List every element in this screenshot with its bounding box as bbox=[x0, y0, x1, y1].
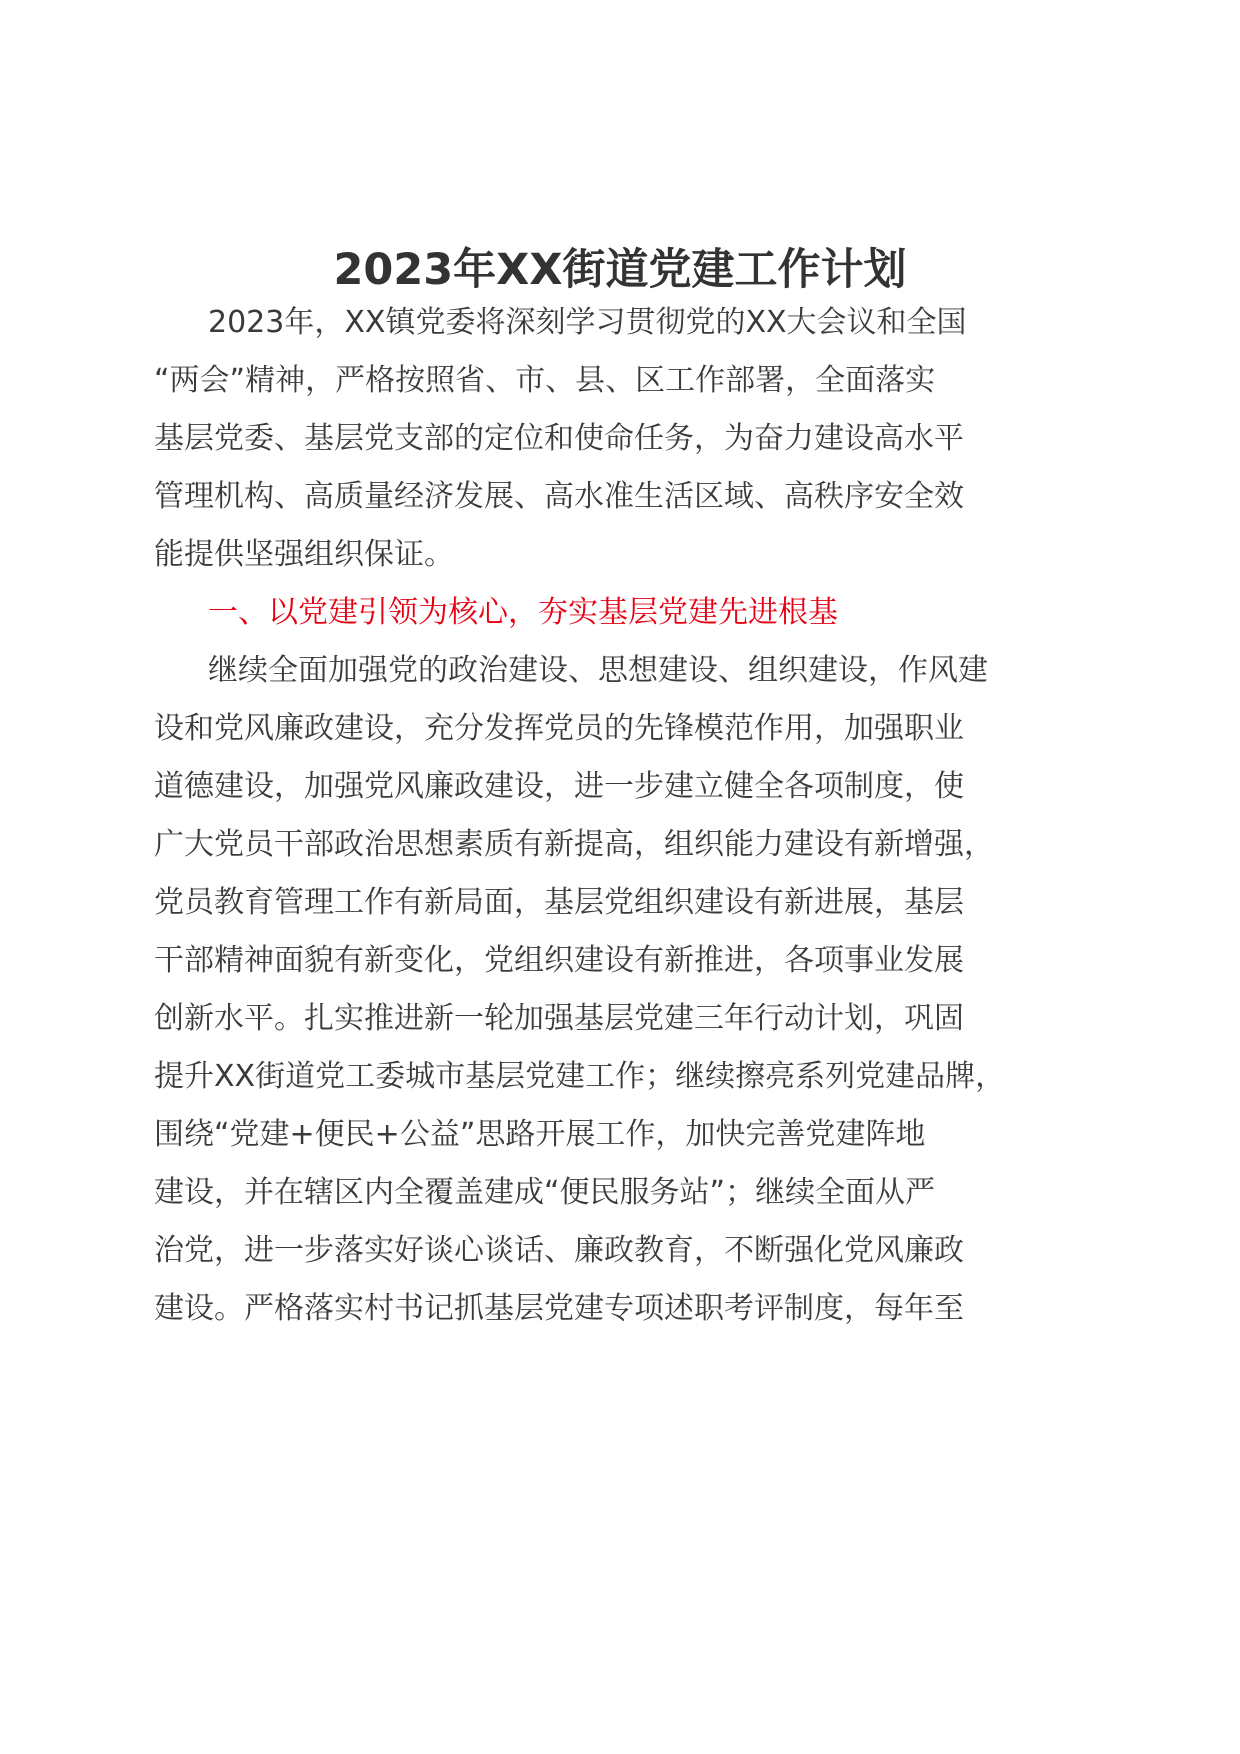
section-line: 建设，并在辖区内全覆盖建成“便民服务站”；继续全面从严 bbox=[154, 1175, 936, 1210]
section-line: 党员教育管理工作有新局面，基层党组织建设有新进展，基层 bbox=[154, 885, 964, 920]
section-line: 设和党风廉政建设，充分发挥党员的先锋模范作用，加强职业 bbox=[154, 711, 964, 746]
section-line: 继续全面加强党的政治建设、思想建设、组织建设，作风建 bbox=[208, 653, 988, 688]
section-line: 创新水平。扎实推进新一轮加强基层党建三年行动计划，巩固 bbox=[154, 1001, 964, 1036]
section-line: 治党，进一步落实好谈心谈话、廉政教育，不断强化党风廉政 bbox=[154, 1233, 964, 1268]
document-title: 2023年XX街道党建工作计划 bbox=[333, 245, 907, 295]
intro-line: 能提供坚强组织保证。 bbox=[154, 537, 454, 572]
section-line: 广大党员干部政治思想素质有新提高，组织能力建设有新增强， bbox=[154, 827, 994, 862]
section-line: 围绕“党建+便民+公益”思路开展工作，加快完善党建阵地 bbox=[154, 1117, 926, 1152]
section-line: 建设。严格落实村书记抓基层党建专项述职考评制度，每年至 bbox=[154, 1291, 964, 1326]
section-heading: 一、以党建引领为核心，夯实基层党建先进根基 bbox=[208, 595, 838, 630]
intro-line: “两会”精神，严格按照省、市、县、区工作部署，全面落实 bbox=[154, 363, 936, 398]
section-line: 道德建设，加强党风廉政建设，进一步建立健全各项制度，使 bbox=[154, 769, 964, 804]
intro-line: 基层党委、基层党支部的定位和使命任务，为奋力建设高水平 bbox=[154, 421, 964, 456]
section-line: 提升XX街道党工委城市基层党建工作；继续擦亮系列党建品牌， bbox=[154, 1059, 1006, 1094]
intro-line: 2023年，XX镇党委将深刻学习贯彻党的XX大会议和全国 bbox=[208, 305, 967, 340]
section-line: 干部精神面貌有新变化，党组织建设有新推进，各项事业发展 bbox=[154, 943, 964, 978]
intro-line: 管理机构、高质量经济发展、高水准生活区域、高秩序安全效 bbox=[154, 479, 964, 514]
